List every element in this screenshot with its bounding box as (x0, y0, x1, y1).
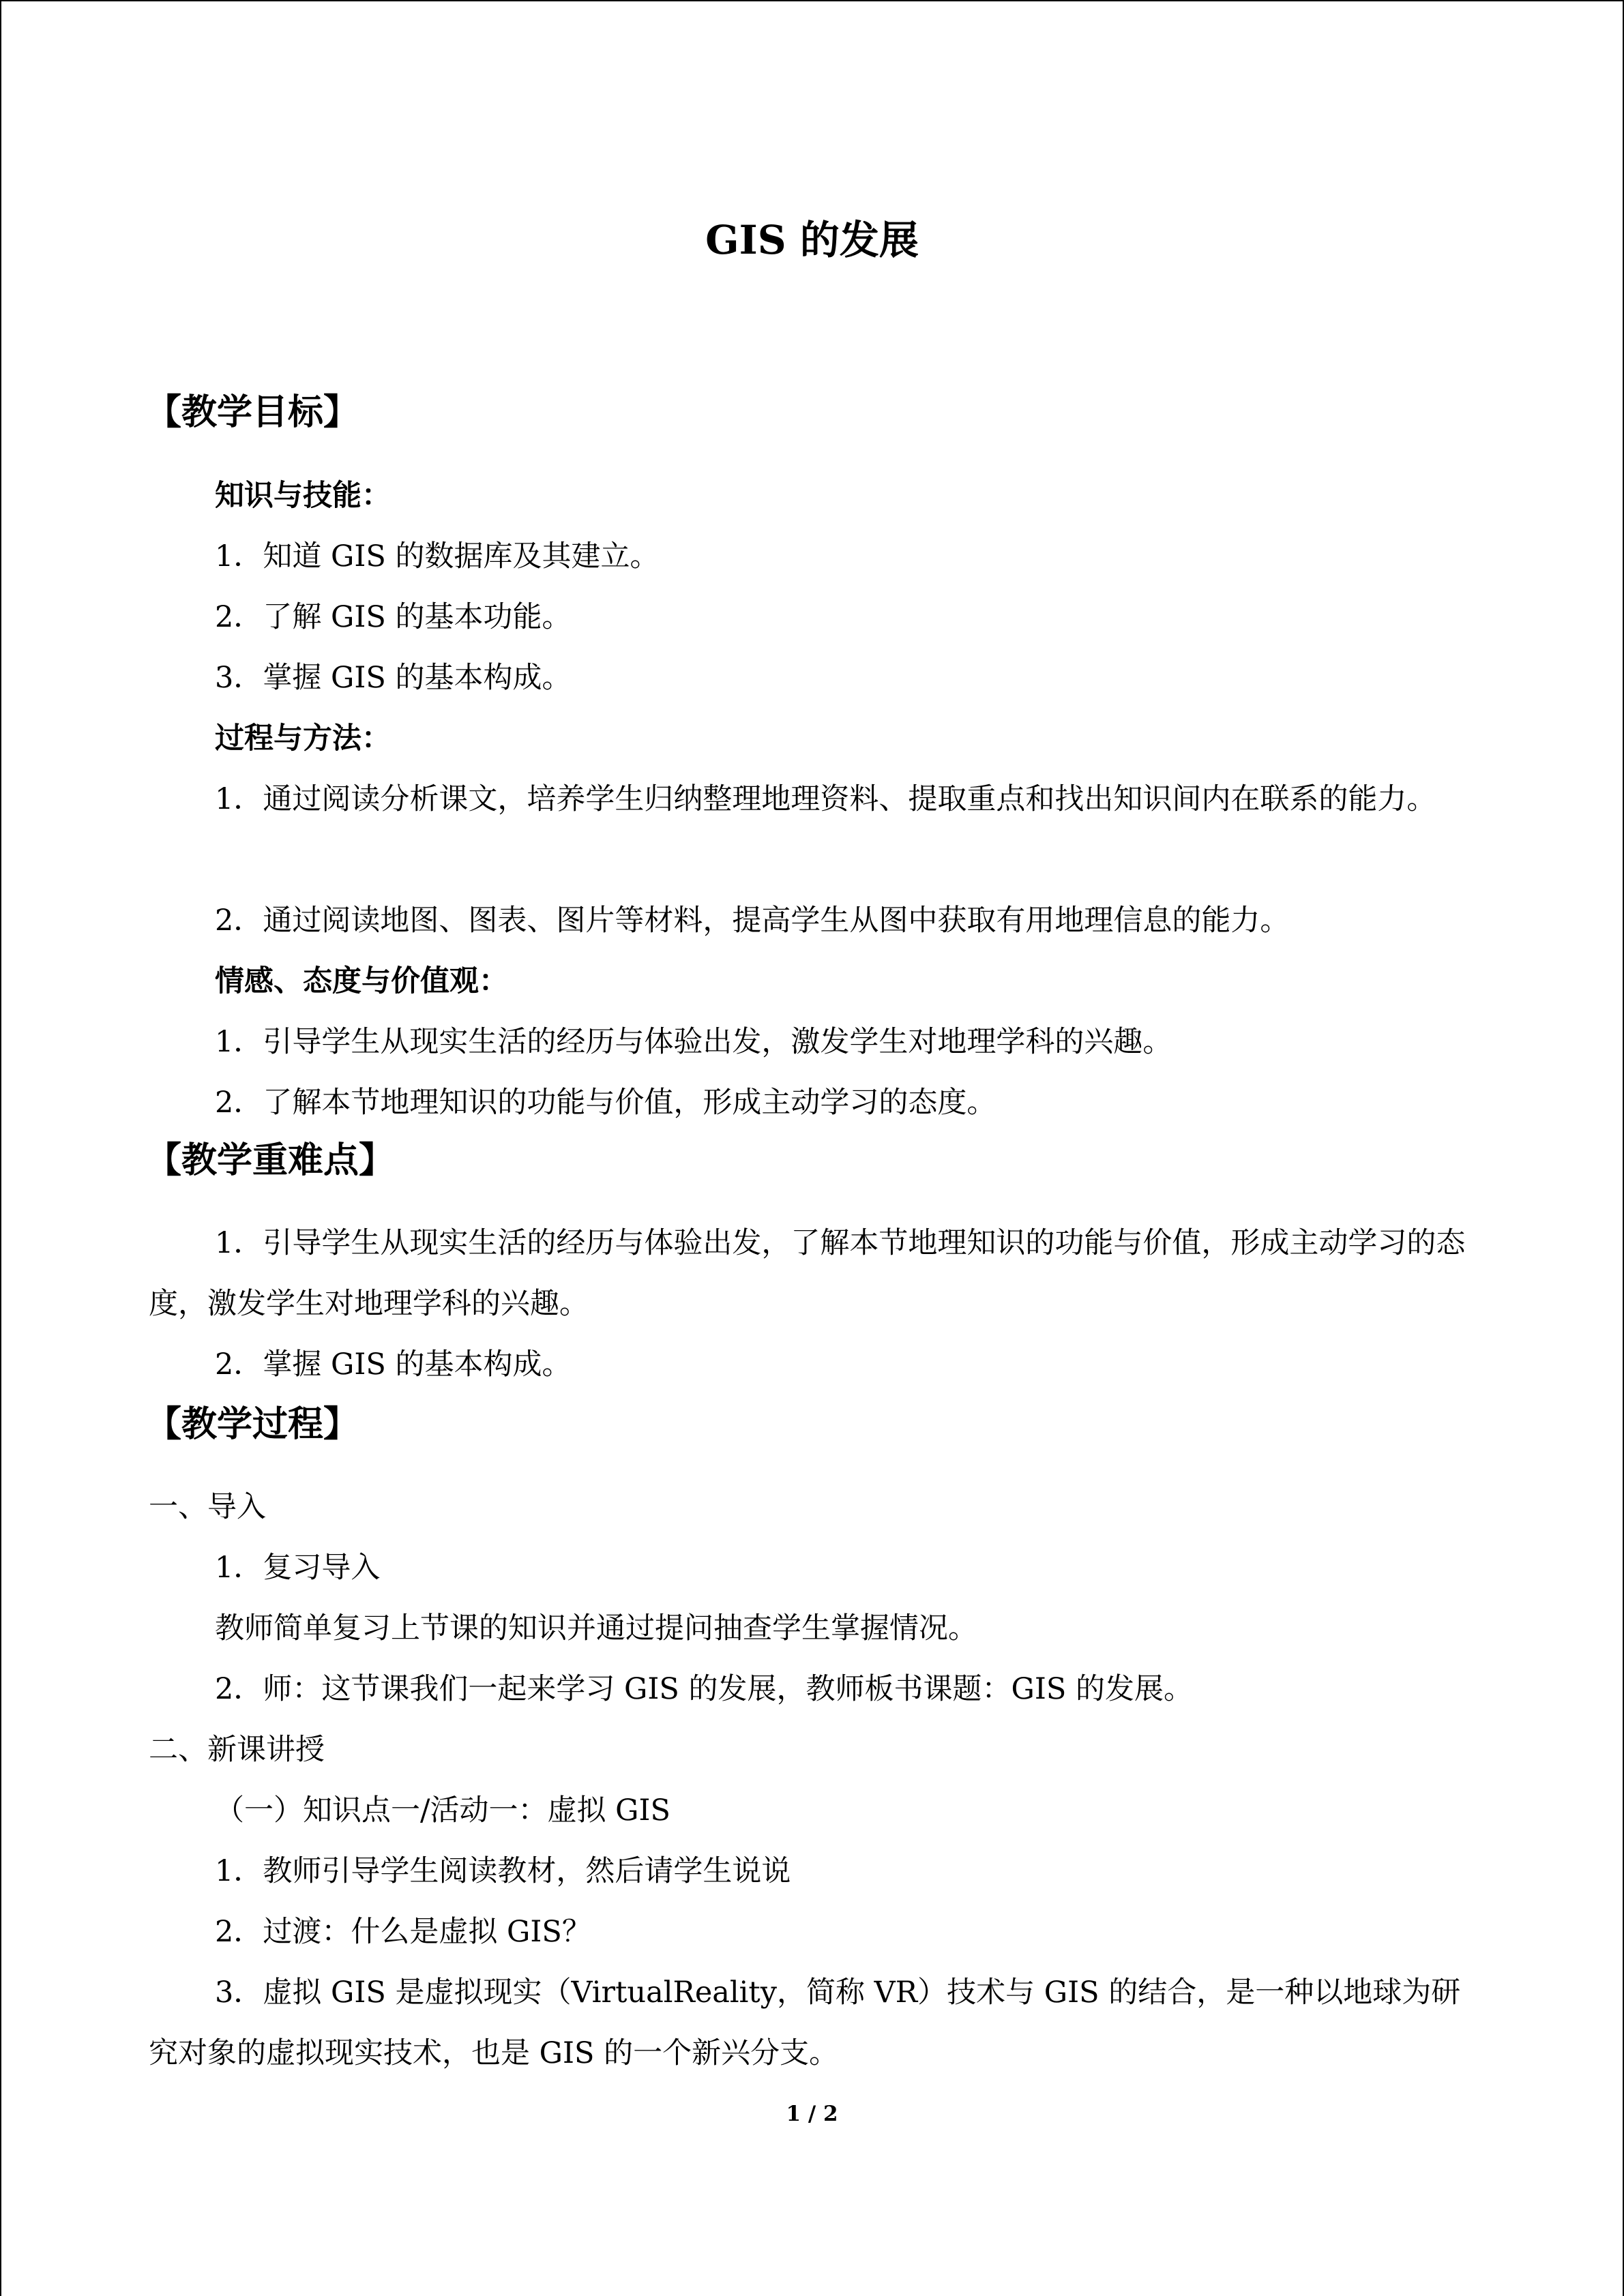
subheading-emotion-attitude: 情感、态度与价值观： (215, 964, 508, 998)
subheading-knowledge-skills: 知识与技能： (215, 479, 391, 513)
list-item: 1．复习导入 (215, 1551, 381, 1585)
part-heading-introduction: 一、导入 (149, 1490, 266, 1524)
list-item: 教师简单复习上节课的知识并通过提问抽查学生掌握情况。 (215, 1611, 977, 1645)
list-item: 2．师：这节课我们一起来学习 GIS 的发展，教师板书课题：GIS 的发展。 (215, 1672, 1193, 1706)
list-item: 3．虚拟 GIS 是虚拟现实（VirtualReality，简称 VR）技术与 GIS 的结合，是一种以地球为研究对象的虚拟现实技术，也是 GIS 的一个新兴分支。 (149, 1976, 1461, 2070)
list-item: 2．通过阅读地图、图表、图片等材料，提高学生从图中获取有用地理信息的能力。 (215, 904, 1290, 938)
list-item: 1．教师引导学生阅读教材，然后请学生说说 (215, 1854, 791, 1888)
section-heading-key-points: 【教学重难点】 (146, 1139, 395, 1181)
list-item: 1．知道 GIS 的数据库及其建立。 (215, 539, 660, 573)
part-heading-new-lesson: 二、新课讲授 (149, 1733, 325, 1767)
section-heading-teaching-process: 【教学过程】 (146, 1403, 359, 1445)
list-item: 2．掌握 GIS 的基本构成。 (215, 1347, 572, 1382)
subheading-process-methods: 过程与方法： (215, 721, 391, 756)
list-item: 3．掌握 GIS 的基本构成。 (215, 661, 572, 695)
list-item: 2．了解本节地理知识的功能与价值，形成主动学习的态度。 (215, 1086, 996, 1120)
list-item: 2．了解 GIS 的基本功能。 (215, 600, 572, 634)
list-item: 1．引导学生从现实生活的经历与体验出发，了解本节地理知识的功能与价值，形成主动学习的态度，激发学生对地理学科的兴趣。 (149, 1226, 1466, 1321)
list-item: 2．过渡：什么是虚拟 GIS？ (215, 1915, 591, 1949)
list-item: 1．引导学生从现实生活的经历与体验出发，激发学生对地理学科的兴趣。 (215, 1025, 1172, 1059)
list-item: （一）知识点一/活动一：虚拟 GIS (215, 1793, 670, 1828)
section-heading-objectives: 【教学目标】 (146, 391, 359, 433)
page-number: 1 / 2 (786, 2102, 838, 2126)
document-title: GIS 的发展 (705, 217, 919, 263)
list-item: 1．通过阅读分析课文，培养学生归纳整理地理资料、提取重点和找出知识间内在联系的能力。 (215, 782, 1436, 816)
